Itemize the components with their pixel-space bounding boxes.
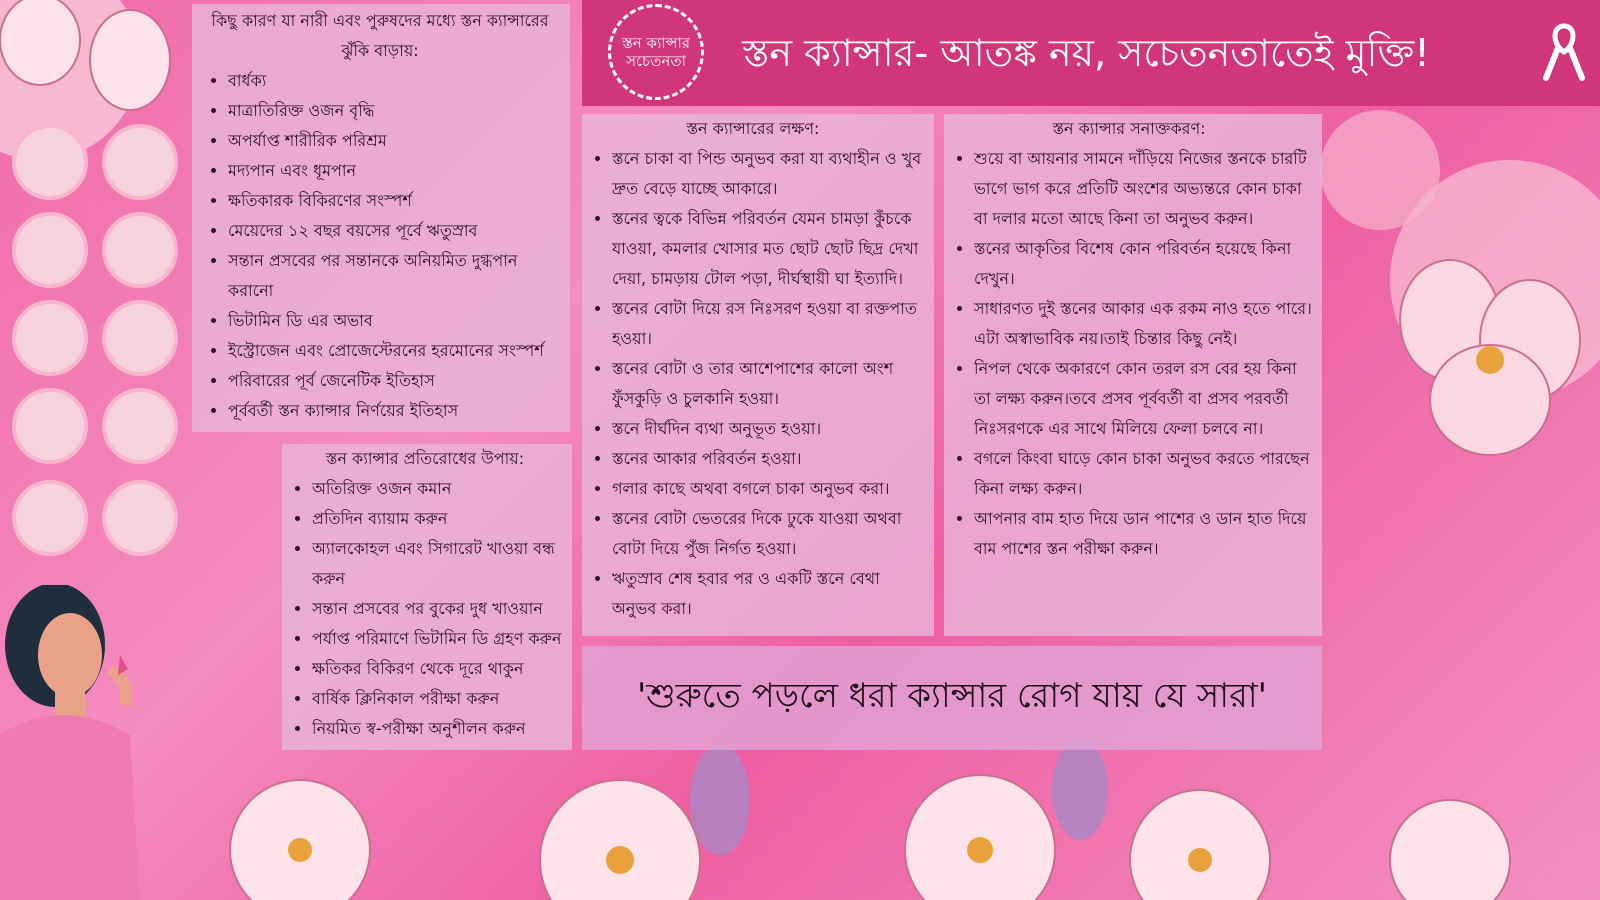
logo-line1: স্তন ক্যান্সার [621,34,691,52]
self-check-illustration-icon [12,300,88,376]
list-item: • আপনার বাম হাত দিয়ে ডান পাশের ও ডান হাত দিয়ে বাম পাশের স্তন পরীক্ষা করুন। [974,504,1314,564]
list-item: • ইস্ট্রোজেন এবং প্রোজেস্টেরনের হরমোনের সংস্পর্শ [228,336,562,366]
list-item: • ঋতুস্রাব শেষ হবার পর ও একটি স্তনে বেথা অনুভব করা। [612,564,924,624]
decor-blob [1320,110,1440,230]
list-item: • নিয়মিত স্ব-পরীক্ষা অনুশীলন করুন [312,714,568,744]
list-item: • স্তনে দীর্ঘদিন ব্যথা অনুভূত হওয়া। [612,414,924,444]
list-item: • মেয়েদের ১২ বছর বয়সের পূর্বে ঋতুস্রাব [228,216,562,246]
list-item: • পরিবারের পূর্ব জেনেটিক ইতিহাস [228,366,562,396]
slogan-banner: 'শুরুতে পড়লে ধরা ক্যান্সার রোগ যায় যে সারা' [582,646,1322,750]
page-title: স্তন ক্যান্সার- আতঙ্ক নয়, সচেতনতাতেই মুক্তি! [742,31,1430,75]
flower-decoration-top-left [0,0,190,120]
list-item: • স্তনের বোটা ও তার আশেপাশের কালো অংশ ফুঁসকুড়ি ও চুলকানি হওয়া। [612,354,924,414]
list-item: • স্তনের বোটা দিয়ে রস নিঃসরণ হওয়া বা রক্তপাত হওয়া। [612,294,924,354]
awareness-ribbon-icon [1542,22,1586,82]
list-item: • বার্ধক্য [228,66,562,96]
list-item: • ক্ষতিকর বিকিরণ থেকে দূরে থাকুন [312,654,568,684]
list-item: • নিপল থেকে অকারণে কোন তরল রস বের হয় কিনা তা লক্ষ্য করুন।তবে প্রসব পূর্ববর্তী বা প্রসব পরবর্তী নিঃসরণকে এর সাথে মিলিয়ে ফেলা চলবে না। [974,354,1314,444]
self-check-illustration-icon [12,480,88,556]
risk-factors-panel [192,4,570,432]
detection-panel [944,114,1322,636]
logo-line2: সচেতনতা [626,52,686,70]
list-item: • সন্তান প্রসবের পর সন্তানকে অনিয়মিত দুগ্ধপান করানো [228,246,562,306]
self-check-illustration-icon [12,124,88,200]
list-item: • মাত্রাতিরিক্ত ওজন বৃদ্ধি [228,96,562,126]
list-item: • পর্যাপ্ত পরিমাণে ভিটামিন ডি গ্রহণ করুন [312,624,568,654]
symptoms-heading: স্তন ক্যান্সারের লক্ষণ: [686,119,820,138]
detection-heading: স্তন ক্যান্সার সনাক্তকরণ: [1052,119,1206,138]
list-item: • ভিটামিন ডি এর অভাব [228,306,562,336]
list-item: • সন্তান প্রসবের পর বুকের দুধ খাওয়ান [312,594,568,624]
awareness-logo [608,4,704,100]
self-check-illustration-icon [12,212,88,288]
list-item: • অতিরিক্ত ওজন কমান [312,474,568,504]
header-bar [582,0,1600,106]
prevention-heading: স্তন ক্যান্সার প্রতিরোধের উপায়: [325,449,525,468]
list-item: • সাধারণত দুই স্তনের আকার এক রকম নাও হতে পারে।এটা অস্বাভাবিক নয়।তাই চিন্তার কিছু নেই। [974,294,1314,354]
list-item: • স্তনের আকৃতির বিশেষ কোন পরিবর্তন হয়েছে কিনা দেখুন। [974,234,1314,294]
self-check-illustration-icon [102,480,178,556]
list-item: • পূর্ববর্তী স্তন ক্যান্সার নির্ণয়ের ইতিহাস [228,396,562,426]
list-item: • মদ্যপান এবং ধূমপান [228,156,562,186]
symptoms-panel [582,114,934,636]
list-item: • অ্যালকোহল এবং সিগারেট খাওয়া বন্ধ করুন [312,534,568,594]
list-item: • বগলে কিংবা ঘাড়ে কোন চাকা অনুভব করতে পারছেন কিনা লক্ষ্য করুন। [974,444,1314,504]
prevention-panel [282,444,572,750]
list-item: • প্রতিদিন ব্যায়াম করুন [312,504,568,534]
list-item: • অপর্যাপ্ত শারীরিক পরিশ্রম [228,126,562,156]
list-item: • বার্ষিক ক্লিনিকাল পরীক্ষা করুন [312,684,568,714]
self-check-illustration-icon [102,388,178,464]
self-check-illustration-icon [102,300,178,376]
flower-decoration-right [1390,240,1600,470]
self-check-illustration-icon [102,212,178,288]
self-check-illustration-icon [102,124,178,200]
list-item: • গলার কাছে অথবা বগলে চাকা অনুভব করা। [612,474,924,504]
list-item: • স্তনের আকার পরিবর্তন হওয়া। [612,444,924,474]
woman-illustration [0,585,170,900]
list-item: • স্তনে চাকা বা পিন্ড অনুভব করা যা ব্যথাহীন ও খুব দ্রুত বেড়ে যাচ্ছে আকারে। [612,144,924,204]
list-item: • শুয়ে বা আয়নার সামনে দাঁড়িয়ে নিজের স্তনকে চারটি ভাগে ভাগ করে প্রতিটি অংশের অভ্যন্তরে কোন চাকা বা দলার মতো আছে কিনা তা অনুভব করুন। [974,144,1314,234]
self-check-illustration-icon [12,388,88,464]
risk-factors-heading: কিছু কারণ যা নারী এবং পুরুষদের মধ্যে স্তন ক্যান্সারের ঝুঁকি বাড়ায়: [211,11,549,60]
flower-decoration-bottom [0,740,1600,900]
list-item: • স্তনের বোটা ভেতরের দিকে ঢুকে যাওয়া অথবা বোটা দিয়ে পুঁজ নির্গত হওয়া। [612,504,924,564]
list-item: • ক্ষতিকারক বিকিরণের সংস্পর্শ [228,186,562,216]
list-item: • স্তনের ত্বকে বিভিন্ন পরিবর্তন যেমন চামড়া কুঁচকে যাওয়া, কমলার খোসার মত ছোট ছোট ছিদ্র দেখা দেয়া, চামড়ায় টোল পড়া, দীর্ঘস্থায়ী ঘা ইত্যাদি। [612,204,924,294]
